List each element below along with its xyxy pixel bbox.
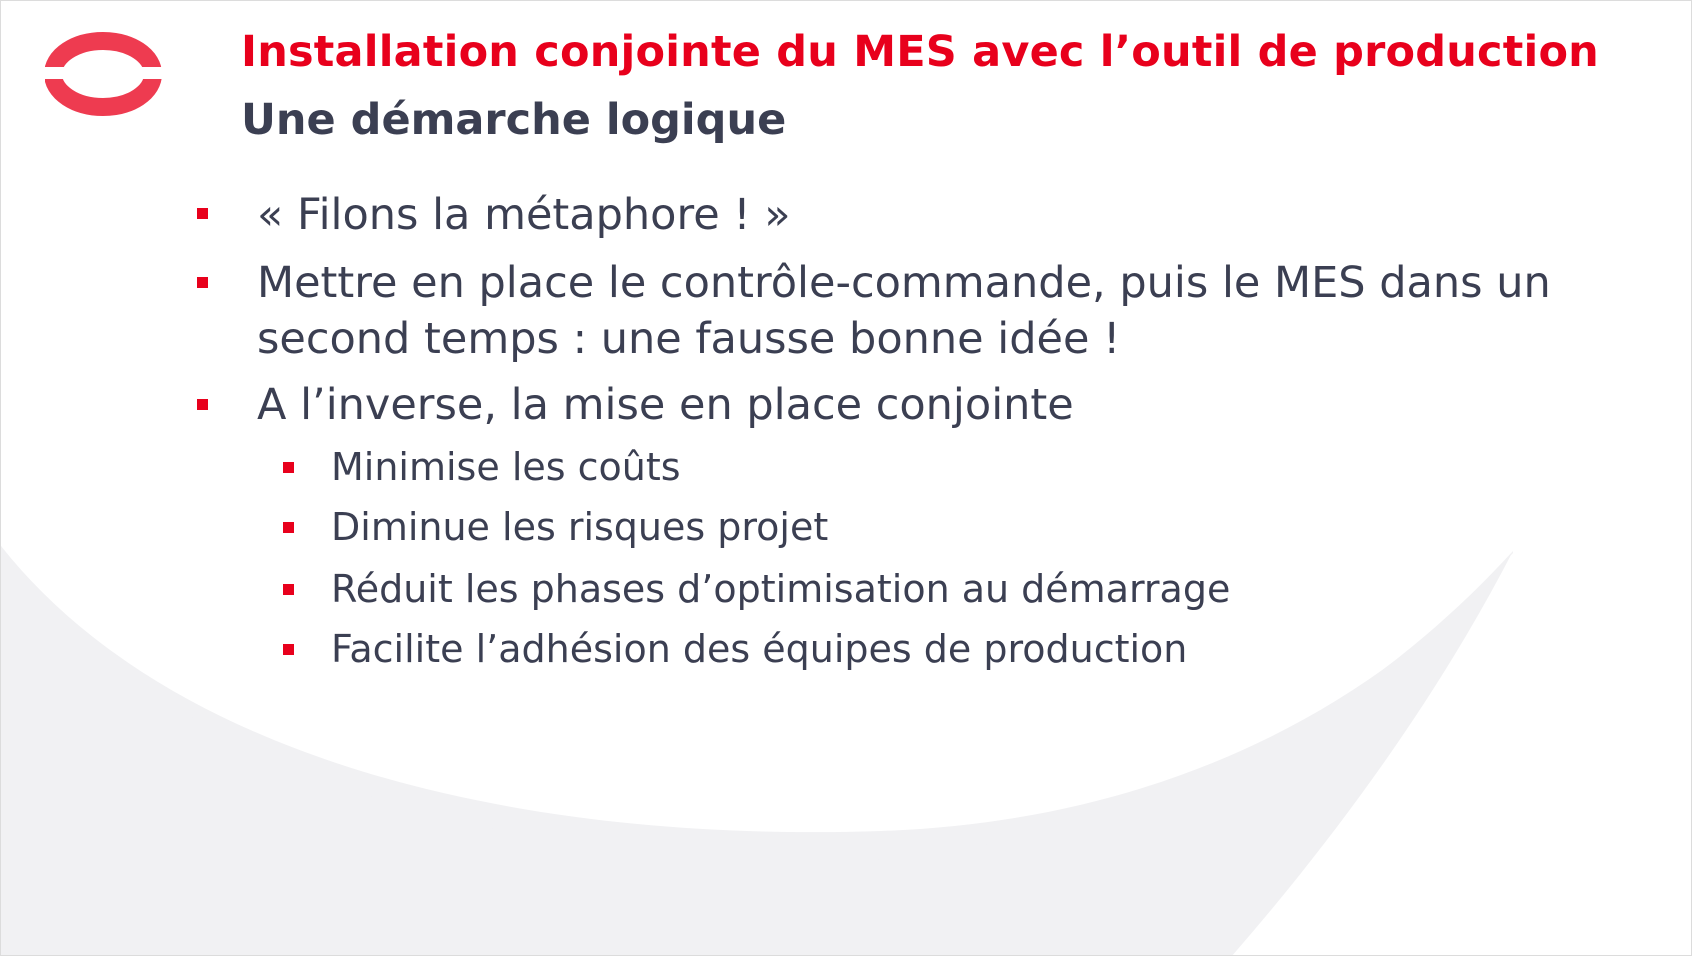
red-square-bullet-icon (283, 462, 294, 473)
sub-bullet-item-3: Réduit les phases d’optimisation au démarrage (331, 567, 1231, 611)
red-square-bullet-icon (283, 644, 294, 655)
bullet-item-2-line-2: second temps : une fausse bonne idée ! (257, 314, 1121, 364)
red-square-bullet-icon (197, 277, 208, 288)
sub-bullet-item-1: Minimise les coûts (331, 445, 681, 489)
sub-bullet-item-4: Facilite l’adhésion des équipes de production (331, 627, 1188, 671)
sub-bullet-item-2: Diminue les risques projet (331, 505, 829, 549)
red-square-bullet-icon (197, 208, 208, 219)
bullet-item-3: A l’inverse, la mise en place conjointe (257, 380, 1074, 430)
red-square-bullet-icon (197, 399, 208, 410)
red-square-bullet-icon (283, 522, 294, 533)
red-square-bullet-icon (283, 584, 294, 595)
bullet-item-2-line-1: Mettre en place le contrôle-commande, puis le MES dans un (257, 258, 1551, 308)
bullet-list (1, 1, 1692, 956)
bullet-item-1: « Filons la métaphore ! » (257, 190, 791, 240)
slide-title: Installation conjointe du MES avec l’outil de production (241, 27, 1599, 77)
slide-subtitle: Une démarche logique (241, 95, 787, 145)
